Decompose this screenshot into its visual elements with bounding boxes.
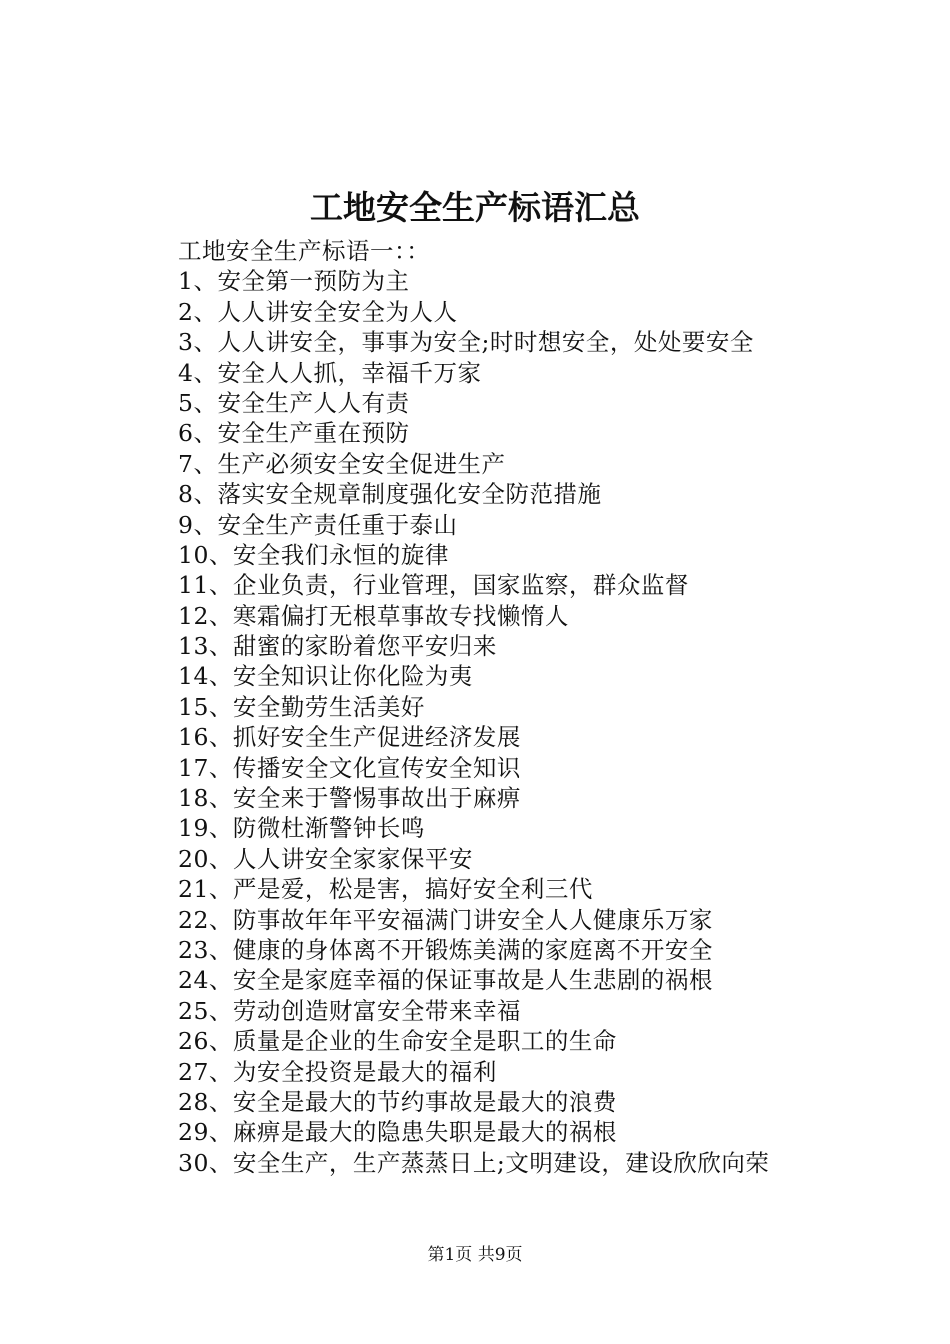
slogan-item: 16、抓好安全生产促进经济发展 [178,723,521,752]
slogan-item: 26、质量是企业的生命安全是职工的生命 [178,1027,617,1056]
slogan-list [178,266,878,1178]
slogan-item: 5、安全生产人人有责 [178,388,410,417]
slogan-content [178,236,878,1178]
slogan-item: 27、为安全投资是最大的福利 [178,1057,497,1086]
slogan-item: 25、劳动创造财富安全带来幸福 [178,996,521,1025]
slogan-item: 3、人人讲安全，事事为安全;时时想安全，处处要安全 [178,328,754,357]
slogan-item: 1、安全第一预防为主 [178,267,410,296]
slogan-item: 30、安全生产，生产蒸蒸日上;文明建设，建设欣欣向荣 [178,1148,770,1177]
slogan-item: 14、安全知识让你化险为夷 [178,662,473,691]
slogan-item: 2、人人讲安全安全为人人 [178,297,458,326]
slogan-item: 24、安全是家庭幸福的保证事故是人生悲剧的祸根 [178,966,713,995]
slogan-item: 13、甜蜜的家盼着您平安归来 [178,632,497,661]
slogan-item: 15、安全勤劳生活美好 [178,692,425,721]
page-footer: 第1页 共9页 [427,1245,523,1265]
slogan-item: 8、落实安全规章制度强化安全防范措施 [178,480,602,509]
slogan-item: 20、人人讲安全家家保平安 [178,844,473,873]
page-title: 工地安全生产标语汇总 [310,188,640,227]
slogan-item: 6、安全生产重在预防 [178,419,410,448]
slogan-item: 7、生产必须安全安全促进生产 [178,449,506,478]
slogan-item: 17、传播安全文化宣传安全知识 [178,753,521,782]
slogan-item: 10、安全我们永恒的旋律 [178,540,449,569]
slogan-item: 4、安全人人抓，幸福千万家 [178,358,482,387]
slogan-item: 28、安全是最大的节约事故是最大的浪费 [178,1087,617,1116]
slogan-item: 21、严是爱，松是害，搞好安全利三代 [178,875,593,904]
slogan-item: 23、健康的身体离不开锻炼美满的家庭离不开安全 [178,935,713,964]
slogan-item: 12、寒霜偏打无根草事故专找懒惰人 [178,601,569,630]
slogan-item: 29、麻痹是最大的隐患失职是最大的祸根 [178,1118,617,1147]
slogan-item: 11、企业负责，行业管理，国家监察，群众监督 [178,571,689,600]
slogan-item: 19、防微杜渐警钟长鸣 [178,814,425,843]
slogan-item: 22、防事故年年平安福满门讲安全人人健康乐万家 [178,905,713,934]
slogan-item: 18、安全来于警惕事故出于麻痹 [178,784,521,813]
slogan-item: 9、安全生产责任重于泰山 [178,510,458,539]
section-subtitle: 工地安全生产标语一：： [178,237,431,265]
